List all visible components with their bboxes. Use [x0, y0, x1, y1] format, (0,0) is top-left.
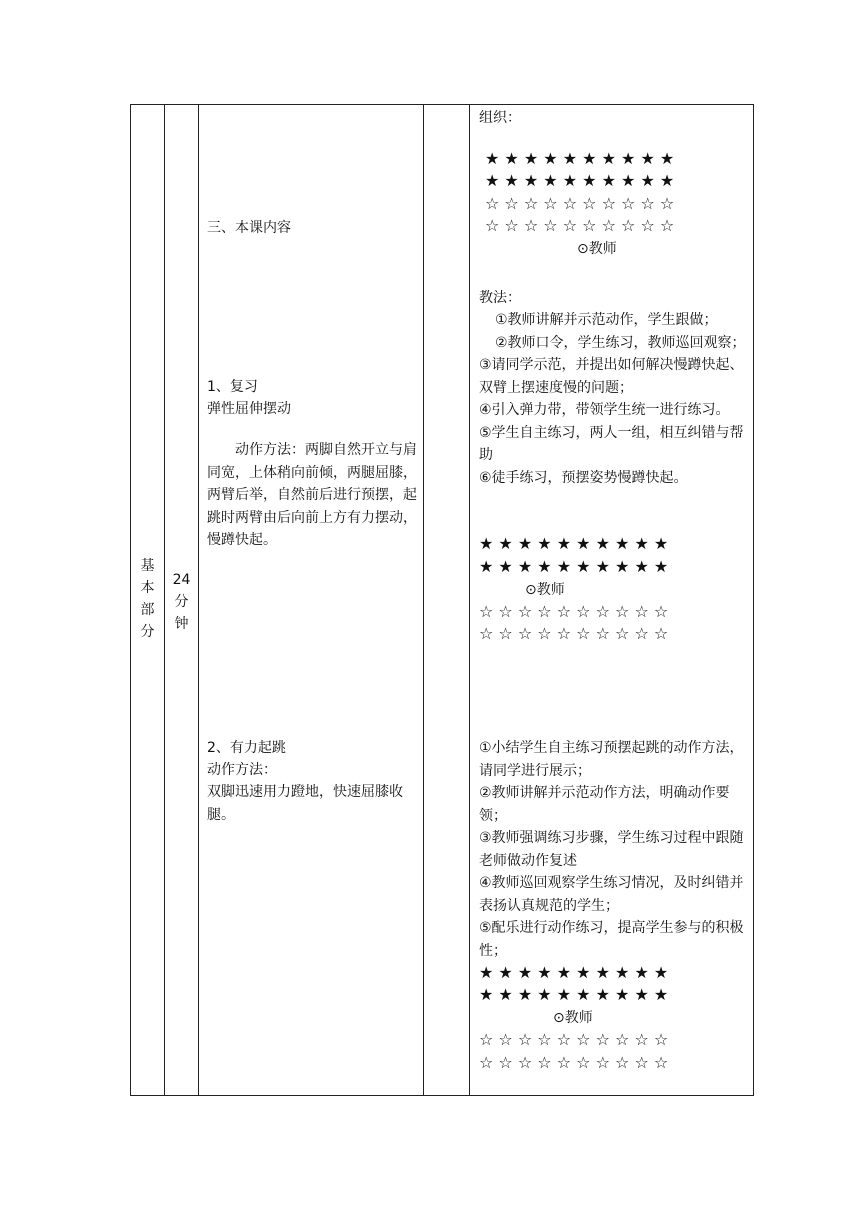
formation-open-row: ☆ ☆ ☆ ☆ ☆ ☆ ☆ ☆ ☆ ☆ [479, 602, 669, 621]
teacher-marker: ⊙教师 [525, 582, 565, 598]
lesson-plan-table [130, 104, 754, 1096]
jump-step: ①小结学生自主练习预摆起跳的动作方法，请同学进行展示； [479, 740, 744, 779]
method-step: ④引入弹力带，带领学生统一进行练习。 [479, 402, 730, 418]
formation-filled-row: ★ ★ ★ ★ ★ ★ ★ ★ ★ ★ [485, 149, 675, 168]
review-title: 1、复习 [207, 379, 258, 395]
formation-open-row: ☆ ☆ ☆ ☆ ☆ ☆ ☆ ☆ ☆ ☆ [485, 194, 675, 213]
method-steps [479, 309, 751, 489]
section-label-char: 基 [140, 558, 155, 574]
section-label-char: 分 [140, 624, 155, 640]
formation-filled-row: ★ ★ ★ ★ ★ ★ ★ ★ ★ ★ [479, 557, 669, 576]
column-divider [469, 105, 470, 1095]
review-item: 弹性屈伸摆动 [207, 401, 291, 417]
method-step: ①教师讲解并示范动作，学生跟做； [495, 312, 718, 328]
section-label-char: 部 [140, 602, 155, 618]
column-divider [198, 105, 199, 1095]
jump-steps [479, 737, 751, 962]
teacher-marker: ⊙教师 [553, 1010, 593, 1026]
content-heading: 三、本课内容 [207, 220, 291, 236]
section-label-char: 本 [140, 580, 155, 596]
formation-open-row: ☆ ☆ ☆ ☆ ☆ ☆ ☆ ☆ ☆ ☆ [485, 216, 675, 235]
jump-step: ③教师强调练习步骤，学生练习过程中跟随老师做动作复述 [479, 830, 744, 869]
method-label: 教法： [479, 290, 521, 306]
formation-open-row: ☆ ☆ ☆ ☆ ☆ ☆ ☆ ☆ ☆ ☆ [479, 1053, 669, 1072]
jump-step: ④教师巡回观察学生练习情况，及时纠错并表扬认真规范的学生； [479, 875, 744, 914]
formation-filled-row: ★ ★ ★ ★ ★ ★ ★ ★ ★ ★ [485, 171, 675, 190]
duration-unit-char: 钟 [174, 616, 189, 632]
duration-number: 24 [172, 572, 191, 588]
formation-open-row: ☆ ☆ ☆ ☆ ☆ ☆ ☆ ☆ ☆ ☆ [479, 1030, 669, 1049]
jump-step: ②教师讲解并示范动作方法，明确动作要领； [479, 785, 730, 824]
formation-open-row: ☆ ☆ ☆ ☆ ☆ ☆ ☆ ☆ ☆ ☆ [479, 624, 669, 643]
jump-method-label: 动作方法： [207, 762, 277, 778]
method-step: ②教师口令，学生练习，教师巡回观察； [495, 334, 746, 351]
duration-unit-char: 分 [174, 594, 189, 610]
method-step: ⑤学生自主练习，两人一组，相互纠错与帮助 [479, 424, 744, 463]
method-step: ③请同学示范，并提出如何解决慢蹲快起、双臂上摆速度慢的问题； [479, 357, 744, 396]
section-label [131, 555, 164, 643]
formation-filled-row: ★ ★ ★ ★ ★ ★ ★ ★ ★ ★ [479, 985, 669, 1004]
jump-step: ⑤配乐进行动作练习，提高学生参与的积极性； [479, 920, 744, 959]
formation-filled-row: ★ ★ ★ ★ ★ ★ ★ ★ ★ ★ [479, 534, 669, 553]
jump-method: 双脚迅速用力蹬地，快速屈膝收腿。 [207, 784, 403, 823]
duration [165, 569, 198, 635]
org-label: 组织： [479, 110, 521, 126]
jump-title: 2、有力起跳 [207, 740, 286, 756]
method-step: ⑥徒手练习，预摆姿势慢蹲快起。 [479, 469, 688, 486]
column-divider [423, 105, 424, 1095]
teacher-marker: ⊙教师 [577, 241, 617, 257]
review-method: 动作方法：两脚自然开立与肩同宽，上体稍向前倾，两腿屈膝，两臂后举，自然前后进行预摆，起跳时两臂由后向前上方有力摆动，慢蹲快起。 [207, 442, 417, 548]
formation-filled-row: ★ ★ ★ ★ ★ ★ ★ ★ ★ ★ [479, 963, 669, 982]
